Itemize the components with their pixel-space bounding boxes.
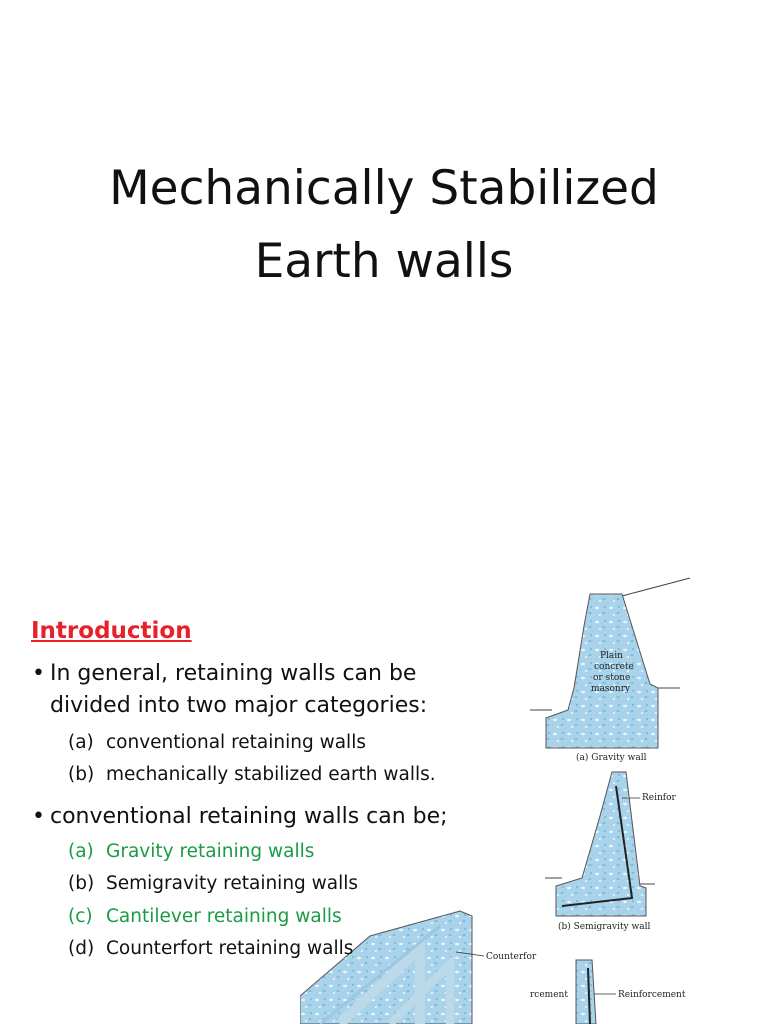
type-text: Cantilever retaining walls xyxy=(106,906,342,927)
title-line-2: Earth walls xyxy=(254,234,514,289)
category-text: conventional retaining walls xyxy=(106,732,366,753)
gravity-label-1: Plain xyxy=(600,651,623,661)
type-marker: (d) xyxy=(68,938,95,959)
type-text: Counterfort retaining walls xyxy=(106,938,354,959)
counterfort-label: Counterfor xyxy=(486,952,537,962)
gravity-label-2: concrete xyxy=(594,662,634,672)
category-item xyxy=(68,764,436,785)
title-line-1: Mechanically Stabilized xyxy=(109,161,659,216)
bullet-dot-icon: • xyxy=(32,804,45,829)
content-slide xyxy=(0,576,768,1024)
gravity-wall xyxy=(530,578,690,763)
retaining-wall-figure xyxy=(300,576,768,1024)
bullet-2 xyxy=(32,801,448,833)
bullet-1 xyxy=(32,658,428,722)
gravity-label-3: or stone xyxy=(593,673,631,683)
bullet-2-text: conventional retaining walls can be; xyxy=(50,804,448,829)
type-text: Gravity retaining walls xyxy=(106,841,315,862)
bullet-dot-icon: • xyxy=(32,661,45,686)
semigravity-caption: (b) Semigravity wall xyxy=(558,922,651,932)
type-item xyxy=(68,906,342,927)
bullet-1-line-2: divided into two major categories: xyxy=(50,693,428,718)
semigravity-reinforcement-label: Reinfor xyxy=(642,793,676,803)
gravity-label-4: masonry xyxy=(591,684,631,694)
type-marker: (b) xyxy=(68,873,95,894)
type-item xyxy=(68,873,358,894)
gravity-caption: (a) Gravity wall xyxy=(576,753,647,763)
cantilever-reinforcement-label: Reinforcement xyxy=(618,990,686,1000)
category-item xyxy=(68,732,366,753)
section-heading: Introduction xyxy=(31,618,192,644)
bullet-1-line-1: In general, retaining walls can be xyxy=(50,661,417,686)
cantilever-left-label: rcement xyxy=(530,990,568,1000)
type-item xyxy=(68,938,353,959)
category-text: mechanically stabilized earth walls. xyxy=(106,764,436,785)
semigravity-wall xyxy=(545,772,677,932)
type-text: Semigravity retaining walls xyxy=(106,873,359,894)
cantilever-wall xyxy=(530,960,686,1024)
category-marker: (b) xyxy=(68,764,95,785)
type-item xyxy=(68,841,314,862)
type-marker: (c) xyxy=(68,906,93,927)
category-marker: (a) xyxy=(68,732,94,753)
counterfort-wall xyxy=(300,911,537,1024)
type-marker: (a) xyxy=(68,841,94,862)
